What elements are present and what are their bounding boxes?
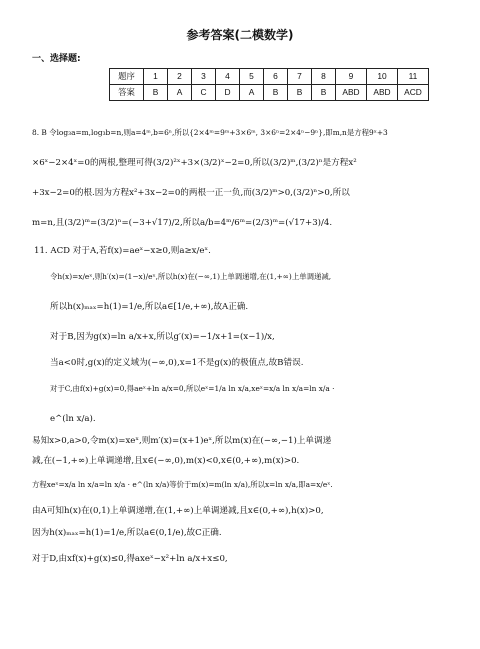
solution-line: 令h(x)=x/eˣ,则h′(x)=(1−x)/eˣ,所以h(x)在(−∞,1)上单调递增,在(1,+∞)上单调递减, [50, 272, 332, 281]
table-cell: ACD [398, 85, 429, 101]
solution-line: 当a<0时,g(x)的定义域为(−∞,0),x=1不是g(x)的极值点,故B错误. [50, 358, 304, 368]
section-heading: 一、选择题: [32, 54, 81, 64]
table-cell: 11 [398, 69, 429, 85]
table-cell: ABD [336, 85, 367, 101]
table-cell: B [144, 85, 168, 101]
table-cell: 10 [367, 69, 398, 85]
table-row-answers [110, 85, 429, 101]
table-cell: B [312, 85, 336, 101]
table-cell: 9 [336, 69, 367, 85]
table-cell: 1 [144, 69, 168, 85]
solution-line: 对于B,因为g(x)=ln a/x+x,所以g′(x)=−1/x+1=(x−1)/x, [50, 332, 275, 342]
solution-line: 因为h(x)ₘₐₓ=h(1)=1/e,所以a∈(0,1/e),故C正确. [32, 528, 222, 538]
solution-line: e^(ln x/a). [50, 414, 96, 424]
table-cell: 8 [312, 69, 336, 85]
solution-line: 减,在(−1,+∞)上单调递增,且x∈(−∞,0),m(x)<0,x∈(0,+∞),m(x)>0. [32, 456, 300, 466]
table-cell: 题序 [110, 69, 144, 85]
solution-line: +3x−2=0的根.因为方程x²+3x−2=0的两根一正一负,而(3/2)ᵐ>0,(3/2)ⁿ>0,所以 [32, 188, 350, 198]
table-cell: B [264, 85, 288, 101]
solution-line: 对于C,由f(x)+g(x)=0,得aeˣ+ln a/x=0,所以eˣ=1/a ln x/a,xeˣ=x/a ln x/a=ln x/a · [50, 384, 335, 393]
table-cell: A [168, 85, 192, 101]
table-cell: 5 [240, 69, 264, 85]
table-cell: 3 [192, 69, 216, 85]
solution-line: ×6ˣ−2×4ˣ=0的两根,整理可得(3/2)²ˣ+3×(3/2)ˣ−2=0,所以(3/2)ᵐ,(3/2)ⁿ是方程x² [32, 158, 357, 168]
solution-line: 11. ACD 对于A,若f(x)=aeˣ−x≥0,则a≥x/eˣ. [34, 246, 211, 256]
solution-line: 对于D,由xf(x)+g(x)≤0,得axeˣ−x²+ln a/x+x≤0, [32, 554, 228, 564]
solution-line: 方程xeˣ=x/a ln x/a=ln x/a · e^(ln x/a)等价于m(x)=m(ln x/a),所以x=ln x/a,即a=x/eˣ. [32, 480, 333, 489]
solution-line: m=n,且(3/2)ᵐ=(3/2)ⁿ=(−3+√17)/2,所以a/b=4ᵐ/6ᵐ=(2/3)ᵐ=(√17+3)/4. [32, 218, 333, 228]
solution-line: 易知x>0,a>0,令m(x)=xeˣ,则m′(x)=(x+1)eˣ,所以m(x)在(−∞,−1)上单调递 [32, 436, 332, 446]
answer-table [109, 68, 429, 101]
page-title: 参考答案(二模数学) [186, 28, 294, 42]
solution-line: 所以h(x)ₘₐₓ=h(1)=1/e,所以a∈[1/e,+∞),故A正确. [50, 302, 249, 312]
table-cell: ABD [367, 85, 398, 101]
table-cell: 答案 [110, 85, 144, 101]
table-cell: 2 [168, 69, 192, 85]
table-cell: C [192, 85, 216, 101]
solution-line: 8. B 令log₃a=m,log₃b=n,则a=4ᵐ,b=6ⁿ,所以{2×4ᵐ=9ᵐ+3×6ᵐ, 3×6ⁿ=2×4ⁿ−9ⁿ},即m,n是方程9ˣ+3 [32, 128, 388, 137]
table-cell: 7 [288, 69, 312, 85]
table-cell: D [216, 85, 240, 101]
table-cell: 6 [264, 69, 288, 85]
solution-line: 由A可知h(x)在(0,1)上单调递增,在(1,+∞)上单调递减,且x∈(0,+∞),h(x)>0, [32, 506, 324, 516]
table-cell: B [288, 85, 312, 101]
table-cell: A [240, 85, 264, 101]
table-row-header [110, 69, 429, 85]
table-cell: 4 [216, 69, 240, 85]
